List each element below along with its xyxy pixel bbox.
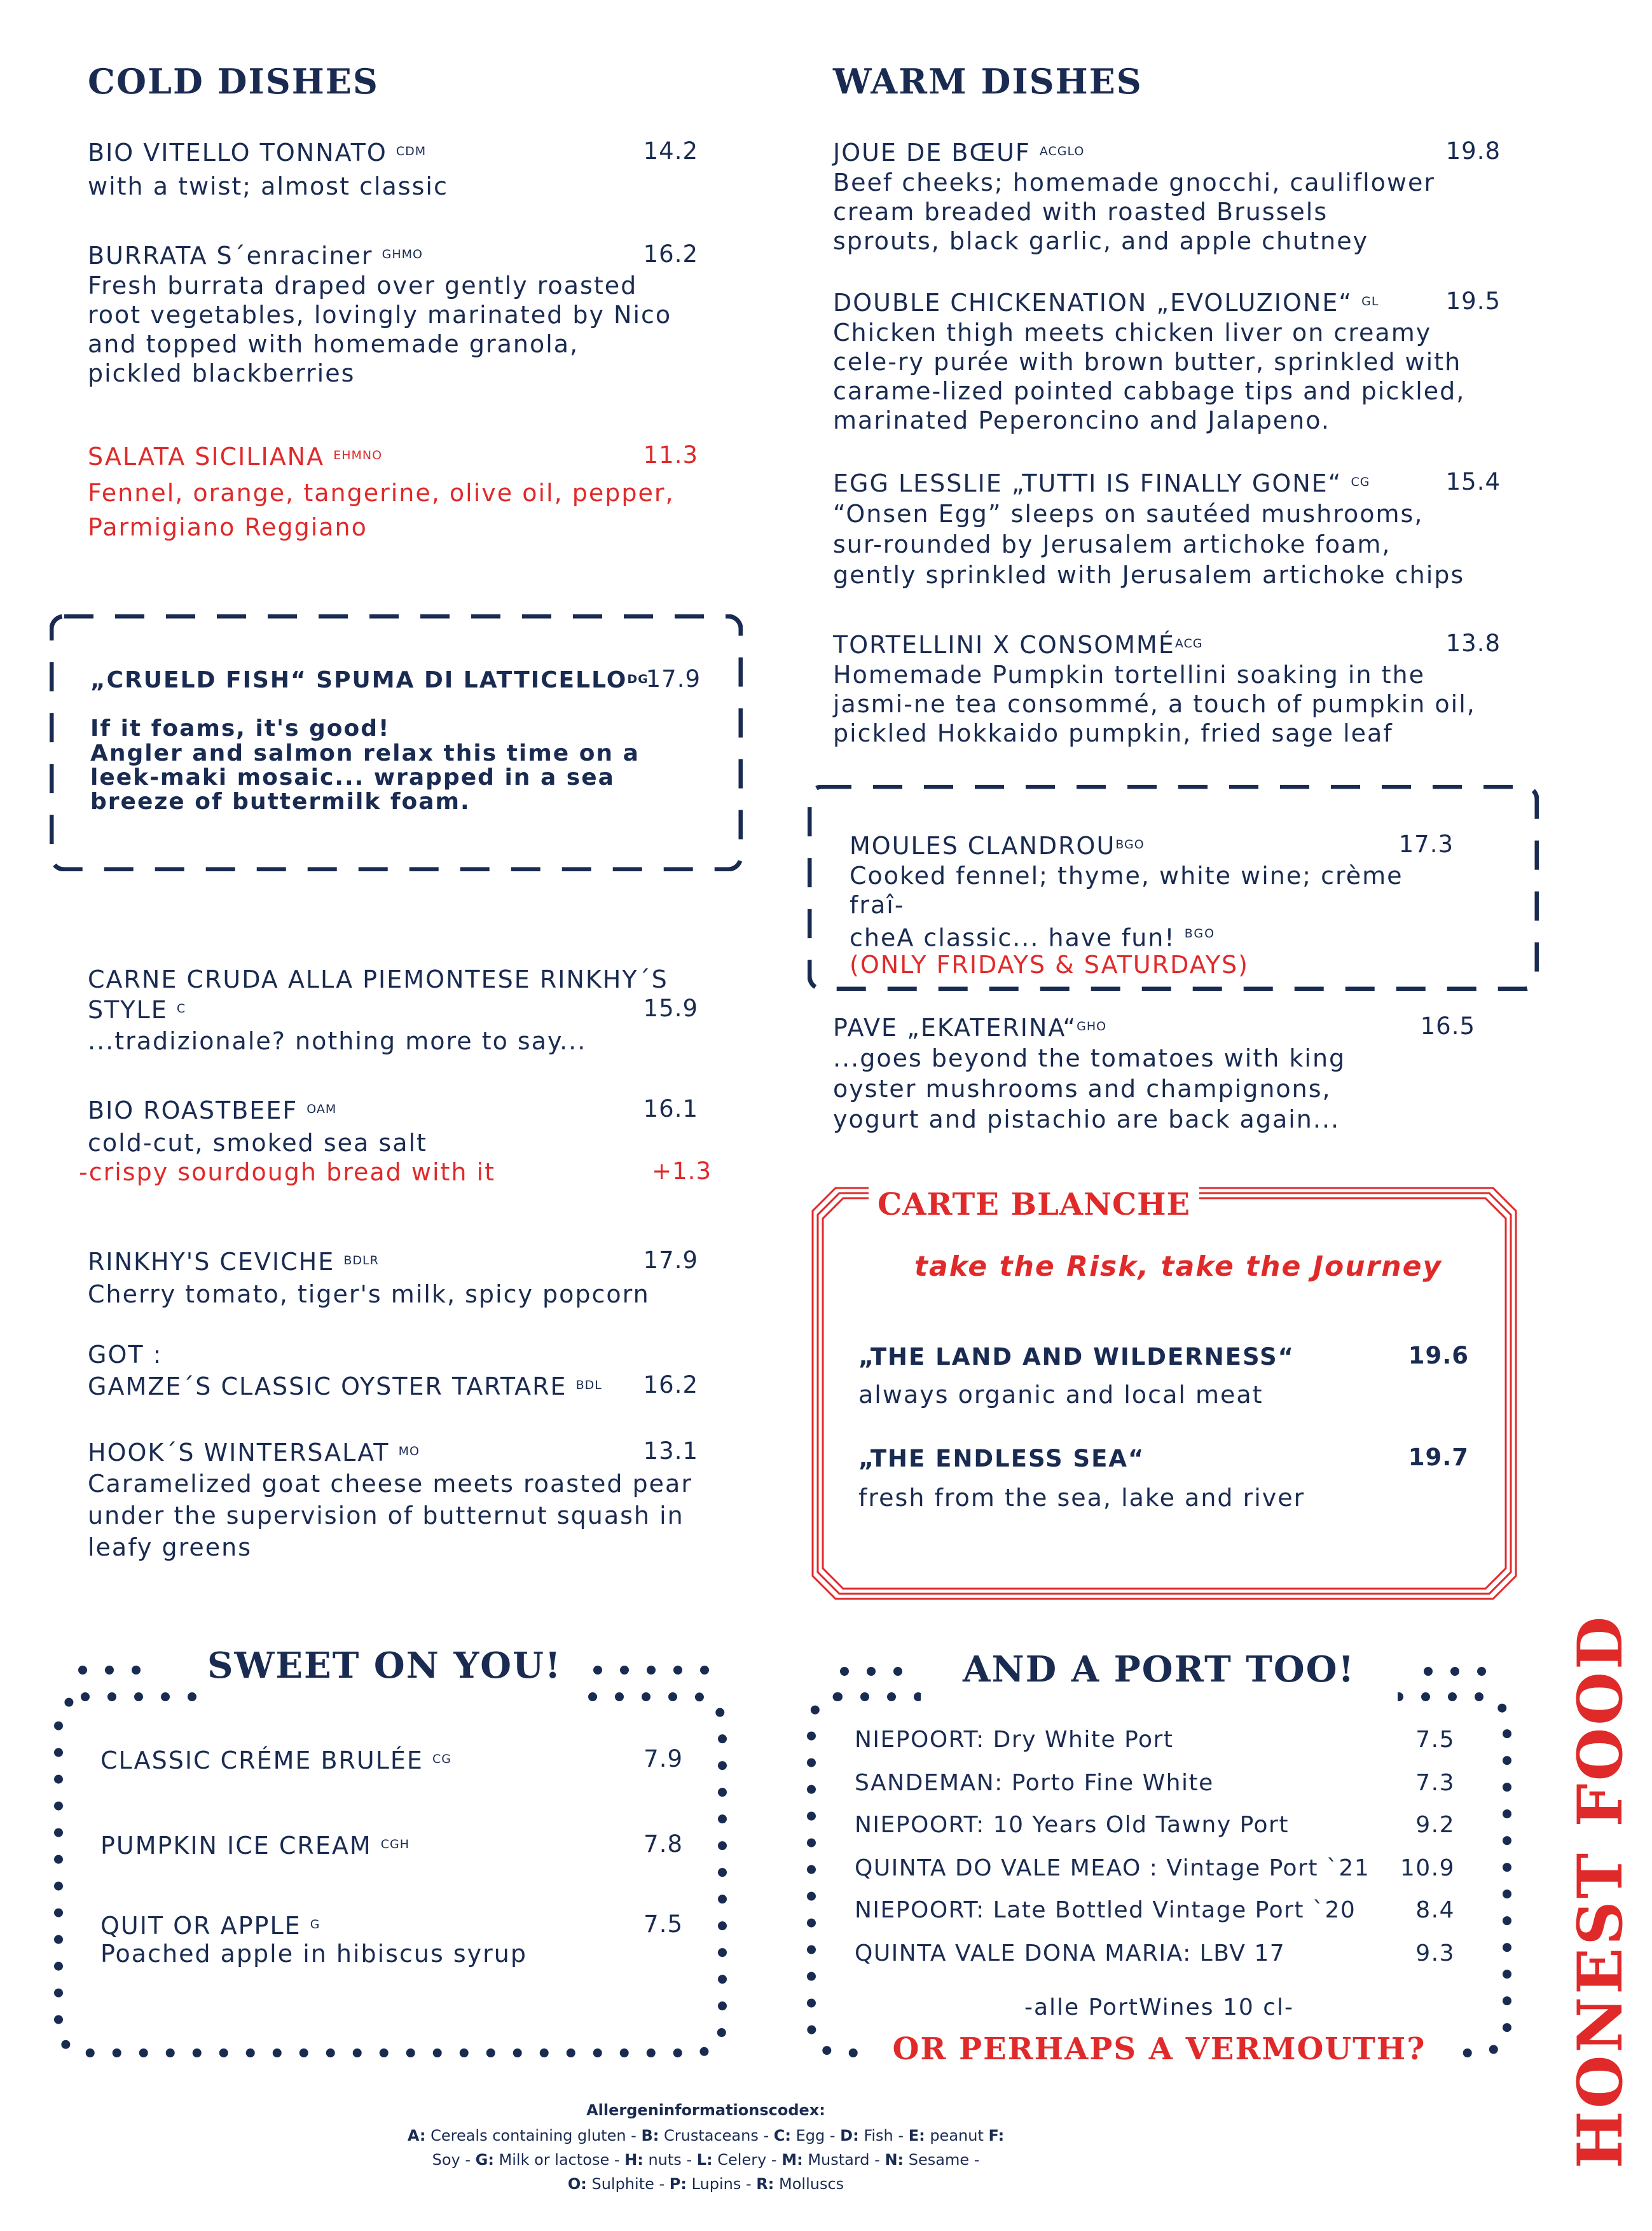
allergen-codes: ACG — [1174, 637, 1203, 651]
allergen-line-1: A: Cereals containing gluten - B: Crustaceans - C: Egg - D: Fish - E: peanut F: — [407, 2127, 1005, 2145]
menu-item-burrata — [88, 240, 698, 388]
allergen-codes: EHMNO — [333, 448, 383, 462]
menu-item-land-wilderness — [858, 1342, 1469, 1409]
item-description: with a twist; almost classic — [88, 172, 448, 200]
menu-item-roastbeef-extra — [79, 1157, 712, 1187]
allergen-line-3: O: Sulphite - P: Lupins - R: Molluscs — [567, 2175, 844, 2193]
item-price: 13.8 — [1445, 630, 1501, 657]
port-name: NIEPOORT: Late Bottled Vintage Port `20 — [855, 1897, 1356, 1923]
extra-description: -crispy sourdough bread with it — [79, 1158, 496, 1186]
item-tagline: If it foams, it's good! — [90, 715, 390, 742]
menu-item-wintersalat — [88, 1437, 698, 1563]
item-description: Angler and salmon relax this time on a leek-maki mosaic... wrapped in a sea breeze of buttermilk foam. — [90, 740, 640, 815]
item-name: „THE ENDLESS SEA“ — [858, 1445, 1145, 1472]
port-price: 9.3 — [1415, 1940, 1455, 1966]
item-description: Caramelized goat cheese meets roasted pear under the supervision of butternut squash in leafy greens — [88, 1470, 692, 1561]
allergen-codes: CGH — [380, 1837, 410, 1851]
allergen-codes: BGO — [1184, 927, 1216, 941]
honest-food-side-title: HONEST FOOD — [1564, 1613, 1636, 2169]
extra-price: +1.3 — [652, 1157, 712, 1185]
item-price: 7.5 — [644, 1910, 683, 1938]
allergen-codes: G — [310, 1917, 320, 1931]
item-description: Cooked fennel; thyme, white wine; crème fraî- — [850, 862, 1403, 919]
allergen-codes: BGO — [1115, 838, 1145, 852]
item-name: SALATA SICILIANA — [88, 443, 325, 471]
item-price: 17.9 — [645, 665, 701, 693]
allergen-codes: C — [176, 1002, 186, 1016]
menu-item-salata — [88, 441, 698, 544]
warm-dishes-heading: WARM DISHES — [833, 61, 1143, 102]
item-description: “Onsen Egg” sleeps on sautéed mushrooms, sur-rounded by Jerusalem artichoke foam, gently sprinkled with Jerusalem artichoke chips — [833, 500, 1465, 589]
allergen-codes: GL — [1361, 294, 1379, 308]
port-price: 7.3 — [1415, 1770, 1455, 1796]
item-name: EGG LESSLIE „TUTTI IS FINALLY GONE“ — [833, 469, 1342, 497]
item-price: 19.6 — [1408, 1342, 1469, 1369]
item-name: GOT : — [88, 1341, 163, 1369]
item-name: CARNE CRUDA ALLA PIEMONTESE RINKHY´S — [88, 965, 668, 993]
menu-item-carne-cruda — [88, 964, 698, 1056]
carte-blanche-title: CARTE BLANCHE — [869, 1187, 1199, 1222]
item-price: 15.4 — [1445, 468, 1501, 495]
allergen-codes: DG — [627, 672, 649, 686]
port-name: QUINTA DO VALE MEAO : Vintage Port `21 — [855, 1855, 1370, 1881]
item-name: CLASSIC CRÉME BRULÉE — [100, 1746, 423, 1774]
item-description: Fennel, orange, tangerine, olive oil, pepper, Parmigiano Reggiano — [88, 479, 675, 541]
item-description: Beef cheeks; homemade gnocchi, cauliflower cream breaded with roasted Brussels sprouts, black garlic, and apple chutney — [833, 169, 1435, 255]
item-price: 17.9 — [643, 1247, 698, 1274]
allergen-codes: BDL — [575, 1378, 602, 1392]
item-name: TORTELLINI X CONSOMMÉ — [833, 631, 1175, 659]
allergen-codes: ACGLO — [1039, 144, 1085, 158]
item-name: RINKHY'S CEVICHE — [88, 1248, 335, 1276]
menu-item-tortellini — [833, 630, 1501, 748]
item-price: 16.2 — [643, 1371, 698, 1399]
item-description: Chicken thigh meets chicken liver on creamy cele-ry purée with brown butter, sprinkled with carame-lized pointed cabbage tips and pickled, marinated Peperoncino and Jalapeno. — [833, 319, 1466, 434]
item-price: 11.3 — [643, 441, 698, 469]
item-description: Fresh burrata draped over gently roasted root vegetables, lovingly marinated by Nico and topped with homemade granola, pickled blackberries — [88, 272, 672, 387]
item-name: QUIT OR APPLE — [100, 1912, 301, 1940]
item-description: always organic and local meat — [858, 1381, 1263, 1409]
port-volume-note: -alle PortWines 10 cl- — [1024, 1994, 1295, 2020]
menu-item-moules — [850, 831, 1454, 977]
allergen-codes: GHMO — [382, 247, 423, 261]
menu-item-vitello — [88, 137, 698, 201]
item-name: PUMPKIN ICE CREAM — [100, 1832, 372, 1860]
item-price: 16.2 — [643, 240, 698, 268]
allergen-codes: GHO — [1077, 1019, 1107, 1033]
item-name-cont: STYLE — [88, 996, 168, 1024]
item-name: „THE LAND AND WILDERNESS“ — [858, 1343, 1295, 1371]
cold-dishes-heading: COLD DISHES — [88, 61, 379, 102]
port-price: 10.9 — [1400, 1855, 1455, 1881]
port-heading: AND A PORT TOO! — [963, 1648, 1356, 1690]
allergen-codes: CG — [1351, 475, 1370, 489]
allergen-codes: CDM — [396, 144, 427, 158]
item-description: ...tradizionale? nothing more to say... — [88, 1027, 587, 1055]
menu-item-creme-brulee — [100, 1745, 683, 1776]
item-description: Homemade Pumpkin tortellini soaking in the jasmi-ne tea consommé, a touch of pumpkin oil, pickled Hokkaido pumpkin, fried sage leaf — [833, 661, 1476, 747]
item-name: BURRATA S´enraciner — [88, 242, 373, 270]
item-name: JOUE DE BŒUF — [833, 139, 1031, 167]
allergen-codes: CG — [432, 1752, 452, 1766]
menu-item-quit-or-apple — [100, 1910, 683, 1966]
allergen-line-2: Soy - G: Milk or lactose - H: nuts - L: Celery - M: Mustard - N: Sesame - — [432, 2151, 980, 2169]
item-price: 19.8 — [1445, 137, 1501, 165]
carte-blanche-subtitle: take the Risk, take the Journey — [914, 1250, 1443, 1283]
menu-item-crueld-fish — [90, 665, 701, 814]
item-name: „CRUELD FISH“ SPUMA DI LATTICELLO — [90, 667, 628, 693]
item-name: HOOK´S WINTERSALAT — [88, 1439, 390, 1467]
allergen-codes: OAM — [306, 1102, 337, 1116]
port-name: QUINTA VALE DONA MARIA: LBV 17 — [855, 1940, 1286, 1966]
menu-item-roastbeef — [88, 1095, 698, 1157]
port-name: NIEPOORT: 10 Years Old Tawny Port — [855, 1812, 1289, 1838]
item-price: 14.2 — [643, 137, 698, 165]
menu-item-joue-de-boeuf — [833, 137, 1501, 256]
item-price: 16.1 — [643, 1095, 698, 1122]
allergen-title: Allergeninformationscodex: — [586, 2101, 825, 2119]
item-description: ...goes beyond the tomatoes with king oyster mushrooms and champignons, yogurt and pistachio are back again... — [833, 1044, 1346, 1133]
menu-item-double-chickenation — [833, 287, 1501, 435]
item-price: 17.3 — [1398, 831, 1454, 858]
menu-item-endless-sea — [858, 1444, 1469, 1512]
item-description: Poached apple in hibiscus syrup — [100, 1940, 528, 1968]
item-description-cont: cheA classic... have fun! — [850, 923, 1176, 952]
item-name: MOULES CLANDROU — [850, 832, 1116, 860]
item-price: 19.5 — [1445, 287, 1501, 315]
item-price: 19.7 — [1408, 1444, 1469, 1471]
item-price: 7.9 — [644, 1745, 683, 1772]
menu-item-pumpkin-ice-cream — [100, 1830, 683, 1861]
item-price: 13.1 — [643, 1437, 698, 1465]
menu-item-pave — [833, 1012, 1475, 1135]
port-name: NIEPOORT: Dry White Port — [855, 1727, 1174, 1753]
port-price: 7.5 — [1415, 1727, 1455, 1753]
availability-note: (ONLY FRIDAYS & SATURDAYS) — [850, 950, 1249, 979]
item-name-cont: GAMZE´S CLASSIC OYSTER TARTARE — [88, 1372, 567, 1400]
allergen-codes: MO — [398, 1444, 420, 1458]
item-description: cold-cut, smoked sea salt — [88, 1129, 427, 1157]
item-name: BIO ROASTBEEF — [88, 1096, 298, 1124]
vermouth-callout: OR PERHAPS A VERMOUTH? — [892, 2031, 1426, 2067]
allergen-codes: BDLR — [343, 1254, 379, 1267]
menu-item-oyster-tartare — [88, 1339, 698, 1402]
port-price: 8.4 — [1415, 1897, 1455, 1923]
item-price: 15.9 — [643, 995, 698, 1022]
item-description: Cherry tomato, tiger's milk, spicy popcorn — [88, 1280, 650, 1308]
item-name: BIO VITELLO TONNATO — [88, 139, 387, 167]
item-price: 16.5 — [1420, 1012, 1475, 1040]
item-price: 7.8 — [644, 1830, 683, 1858]
menu-item-egg-lesslie — [833, 468, 1501, 590]
port-name: SANDEMAN: Porto Fine White — [855, 1770, 1214, 1796]
port-price: 9.2 — [1415, 1812, 1455, 1838]
item-name: PAVE „EKATERINA“ — [833, 1014, 1077, 1042]
item-description: fresh from the sea, lake and river — [858, 1484, 1305, 1512]
sweet-heading: SWEET ON YOU! — [207, 1645, 562, 1687]
menu-item-ceviche — [88, 1247, 698, 1309]
item-name: DOUBLE CHICKENATION „EVOLUZIONE“ — [833, 289, 1353, 317]
